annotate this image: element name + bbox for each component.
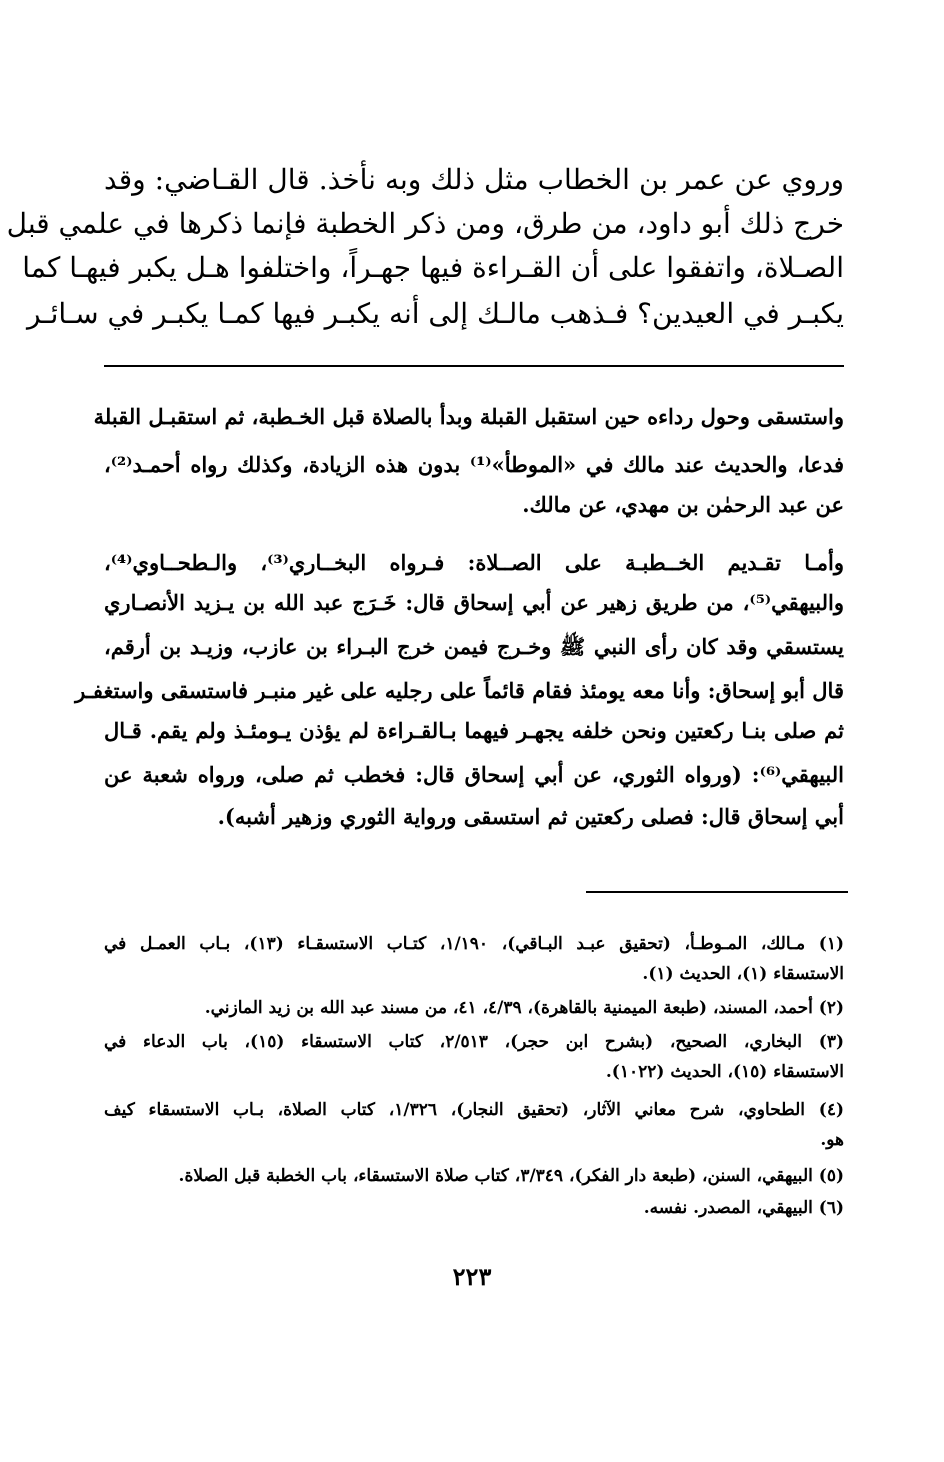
commentary-line: فدعا، والحديث عند مالك في «الموطأ»⁽¹⁾ بدون هذه الزيادة، وكذلك رواه أحمـد⁽²⁾، <box>104 452 844 477</box>
page-number: ٢٢٣ <box>452 1262 492 1291</box>
footnote-line: هو. <box>820 1130 844 1150</box>
commentary-line: قال أبو إسحاق: وأنا معه يومئذ فقام قائماً على رجليه على غير منبـر فاستسقى واستغفـر <box>75 678 844 703</box>
section-divider <box>104 365 844 367</box>
footnote-line: (٥) البيهقي، السنن، (طبعة دار الفكر)، ٣/٣٤٩، كتاب صلاة الاستسقاء، باب الخطبة قبل الصلاة. <box>178 1166 844 1186</box>
main-text-line: الصـلاة، واتفقوا على أن القـراءة فيها جهـراً، واختلفوا هـل يكبر فيهـا كما <box>22 251 844 284</box>
footnote-line: (٤) الطحاوي، شرح معاني الآثار، (تحقيق النجار)، ١/٣٢٦، كتاب الصلاة، بـاب الاستسقاء كيف <box>104 1100 844 1120</box>
footnote-divider <box>586 891 848 893</box>
footnote-line: الاستسقاء (١٥)، الحديث (١٠٢٢). <box>605 1062 844 1082</box>
commentary-line: واستسقى وحول رداءه حين استقبل القبلة وبدأ بالصلاة قبل الخـطبة، ثم استقبـل القبلة <box>93 404 844 429</box>
commentary-line: عن عبد الرحمٰن بن مهدي، عن مالك. <box>522 492 844 517</box>
commentary-line: وأمـا تقـديم الخــطبـة على الصــلاة: فـرواه البخــاري⁽³⁾، والـطحــاوي⁽⁴⁾، <box>104 550 844 575</box>
main-text-line: خرج ذلك أبو داود، من طرق، ومن ذكر الخطبة فإنما ذكرها في علمي قبل <box>6 207 844 240</box>
footnote-line: الاستسقاء (١)، الحديث (١). <box>642 964 844 984</box>
commentary-line: أبي إسحاق قال: فصلى ركعتين ثم استسقى ورواية الثوري وزهير أشبه). <box>217 804 844 829</box>
main-text-line: وروي عن عمر بن الخطاب مثل ذلك وبه نأخذ. قال القـاضي: وقد <box>104 163 844 196</box>
commentary-line: والبيهقي⁽⁵⁾، من طريق زهير عن أبي إسحاق قال: خَـرَج عبد الله بن يـزيد الأنصـاري <box>104 590 844 615</box>
footnote-line: (٦) البيهقي، المصدر. نفسه. <box>643 1198 844 1218</box>
main-text-line: يكبـر في العيدين؟ فـذهب مالـك إلى أنه يكبـر فيها كمـا يكبـر في سـائـر <box>26 297 844 330</box>
footnote-line: (٢) أحمد، المسند، (طبعة الميمنية بالقاهرة)، ٤/٣٩، ٤١، من مسند عبد الله بن زيد المازني. <box>204 998 844 1018</box>
footnote-line: (٣) البخاري، الصحيح، (بشرح ابن حجر)، ٢/٥١٣، كتاب الاستسقاء (١٥)، باب الدعاء في <box>104 1032 844 1052</box>
commentary-line: ثم صلى بنـا ركعتين ونحن خلفه يجهـر فيهما بـالقـراءة لم يؤذن يـومئـذ ولم يقم. قـال <box>104 718 844 743</box>
commentary-line: البيهقي⁽⁶⁾: (ورواه الثوري، عن أبي إسحاق قال: فخطب ثم صلى، ورواه شعبة عن <box>104 762 844 787</box>
commentary-line: يستسقي وقد كان رأى النبي ﷺ وخـرج فيمن خرج البـراء بن عازب، وزيـد بن أرقم، <box>104 634 844 659</box>
footnote-line: (١) مـالك، المـوطـأ، (تحقيق عبـد البـاقي)، ١/١٩٠، كتـاب الاستسقـاء (١٣)، بـاب العمـل في <box>104 934 844 954</box>
